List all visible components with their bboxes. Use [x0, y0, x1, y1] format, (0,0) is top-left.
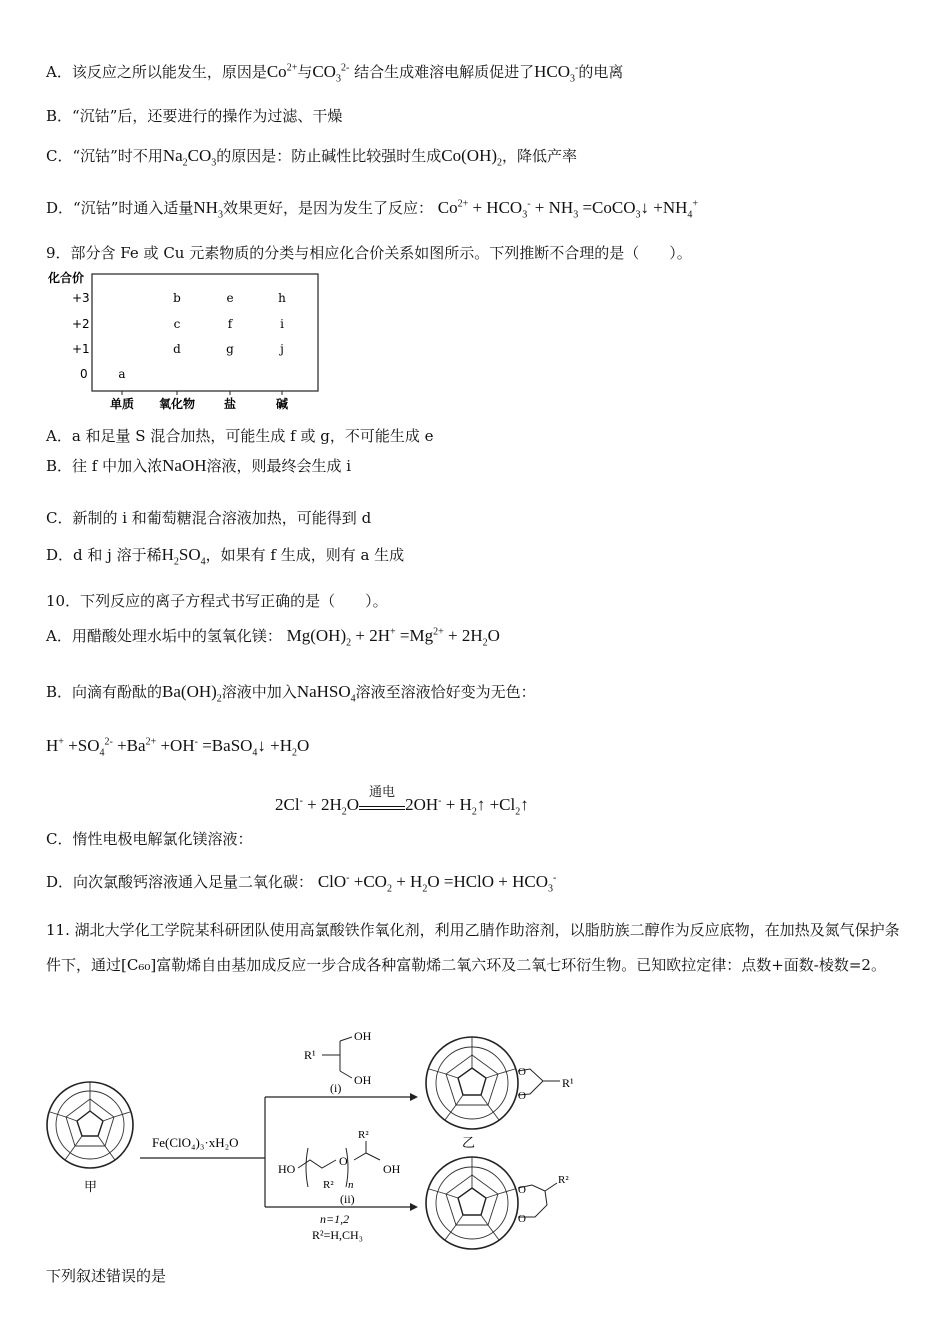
equation-q8d: $Co^{2+} + HCO_3^- + NH_3$ =CoCO$_3$↓ $+NH_4^+$ [437, 198, 699, 221]
q8-option-a: A．该反应之所以能发生，原因是$Co^{2+}$与$CO_3^{2-}$ 结合生成难溶电解质促进了$HCO_3^-$的电离 [46, 62, 624, 85]
chart-point-b: b [173, 291, 181, 305]
y-tick-label: +1 [72, 342, 90, 356]
svg-text:O: O [518, 1066, 526, 1078]
q9-option-a: A．a 和足量 S 混合加热，可能生成 f 或 g，不可能生成 e [46, 427, 434, 445]
formula-h2so4: $H_2SO_4$ [161, 545, 206, 568]
x-category-label: 单质 [109, 397, 135, 411]
footer-text: 下列叙述错误的是 [46, 1267, 167, 1285]
y-tick-label: +3 [72, 291, 90, 305]
chart-ylabel: 化合价 [48, 271, 85, 285]
chart-point-a: a [118, 367, 126, 381]
formula-nahso4: NaHSO$_4$ [296, 682, 356, 705]
diol-i [322, 1037, 352, 1078]
equation-q10a: $Mg(OH)_2 + 2H^+ =Mg^{2+} + 2H_2O$ [286, 626, 500, 649]
equation-q10c: $2Cl^- + 2H_2O$ 通电 $2OH^- + H_2↑$ $+Cl_2↑$ [275, 795, 529, 815]
fullerene-jia [47, 1082, 133, 1168]
svg-text:R²: R² [558, 1174, 569, 1186]
fullerene-product-ii [426, 1157, 518, 1249]
svg-text:(ii): (ii) [340, 1192, 355, 1206]
y-tick-label: 0 [80, 367, 88, 381]
svg-text:n: n [348, 1179, 354, 1191]
formula-co3: $CO_3^{2-}$ [312, 62, 350, 85]
reaction-scheme [40, 1025, 920, 1255]
formula-baoh2: $Ba(OH)_2$ [162, 682, 222, 705]
svg-text:OH: OH [383, 1162, 401, 1176]
q10-option-a: A．用醋酸处理水垢中的氢氧化镁： $Mg(OH)_2 + 2H^+ =Mg^{2+} + 2H_2O$ [46, 626, 500, 649]
q9-option-c: C．新制的 i 和葡萄糖混合溶液加热，可能得到 d [46, 509, 372, 527]
q8-option-d: D．“沉钴”时通入适量$NH_3$效果更好，是因为发生了反应： $Co^{2+} + HCO_3^- + NH_3$ =CoCO$_3$↓ $+NH_4^+$ [46, 198, 699, 221]
reagent-label: Fe(ClO₄)₃·xH₂O [152, 1135, 239, 1150]
q10-stem: 10．下列反应的离子方程式书写正确的是（ ）。 [46, 592, 388, 610]
y-tick-label: +2 [72, 317, 90, 331]
equation-q10d: $ClO^- +CO_2 + H_2O$ =HClO + $HCO_3^-$ [317, 872, 557, 895]
formula-co2plus: $Co^{2+}$ [266, 62, 298, 81]
chart-point-f: f [227, 317, 233, 331]
svg-text:O: O [518, 1090, 526, 1102]
equation-q10b: $H^+ +SO_4^{2-} +Ba^{2+} +OH^-$ =BaSO$_4$↓ $+H_2O$ [46, 736, 310, 759]
q10-option-c: C．惰性电极电解氯化镁溶液： [46, 830, 253, 848]
formula-nh3: $NH_3$ [193, 198, 223, 221]
chart-point-d: d [173, 342, 181, 356]
svg-text:HO: HO [278, 1162, 296, 1176]
formula-hco3: $HCO_3^-$ [534, 62, 579, 85]
valence-chart [46, 268, 326, 413]
formula-co-oh2: $Co(OH)_2$ [441, 146, 503, 169]
chart-point-i: i [280, 317, 284, 331]
svg-text:OH: OH [354, 1029, 372, 1043]
label-yi: 乙 [462, 1135, 476, 1150]
fullerene-yi [426, 1037, 518, 1129]
svg-text:(i): (i) [330, 1081, 342, 1095]
chart-point-g: g [226, 342, 234, 356]
svg-text:O: O [518, 1184, 526, 1196]
q9-stem: 9．部分含 Fe 或 Cu 元素物质的分类与相应化合价关系如图所示。下列推断不合理的是（ ）。 [46, 244, 692, 262]
q8-option-c: C．“沉钴”时不用$Na_2CO_3$的原因是：防止碱性比较强时生成$Co(OH)_2$，降低产率 [46, 146, 578, 169]
svg-text:R¹: R¹ [304, 1048, 316, 1062]
formula-na2co3: $Na_2CO_3$ [162, 146, 217, 169]
electrolysis-condition: 通电 [369, 785, 396, 800]
x-category-label: 氧化物 [158, 397, 196, 411]
svg-text:R¹: R¹ [562, 1076, 574, 1090]
svg-text:R²: R² [358, 1129, 369, 1141]
q8-option-b: B．“沉钴”后，还要进行的操作为过滤、干燥 [46, 107, 343, 125]
svg-text:n=1,2: n=1,2 [320, 1212, 350, 1226]
q11-stem: 11. 湖北大学化工学院某科研团队使用高氯酸铁作氧化剂，利用乙腈作助溶剂，以脂肪族二醇作为反应底物，在加热及氮气保护条件下，通过[C₆₀]富勒烯自由基加成反应一步合成各种富勒烯二氧六环及二氧七环衍生物。已知欧拉定律：点数+面数-棱数=2。 [46, 921, 900, 974]
x-category-label: 碱 [275, 397, 289, 411]
chart-point-e: e [226, 291, 234, 305]
chart-point-h: h [278, 291, 286, 305]
formula-naoh: NaOH [162, 456, 207, 475]
q10-option-b: B．向滴有酚酞的$Ba(OH)_2$溶液中加入NaHSO$_4$溶液至溶液恰好变为无色： [46, 682, 536, 705]
svg-text:R²: R² [323, 1179, 334, 1191]
chart-point-c: c [173, 317, 181, 331]
svg-text:R²=H,CH₃: R²=H,CH₃ [312, 1228, 363, 1242]
svg-text:OH: OH [354, 1073, 372, 1087]
q9-option-d: D．d 和 j 溶于稀$H_2SO_4$，如果有 f 生成，则有 a 生成 [46, 545, 405, 568]
x-category-label: 盐 [223, 397, 237, 411]
chart-point-j: j [280, 342, 284, 356]
q9-option-b: B．往 f 中加入浓NaOH溶液，则最终会生成 i [46, 456, 352, 475]
svg-text:O: O [518, 1213, 526, 1225]
label-jia: 甲 [84, 1179, 98, 1194]
q10-option-d: D．向次氯酸钙溶液通入足量二氧化碳： $ClO^- +CO_2 + H_2O$ =HClO + $HCO_3^-$ [46, 872, 557, 895]
svg-text:O: O [339, 1154, 348, 1168]
